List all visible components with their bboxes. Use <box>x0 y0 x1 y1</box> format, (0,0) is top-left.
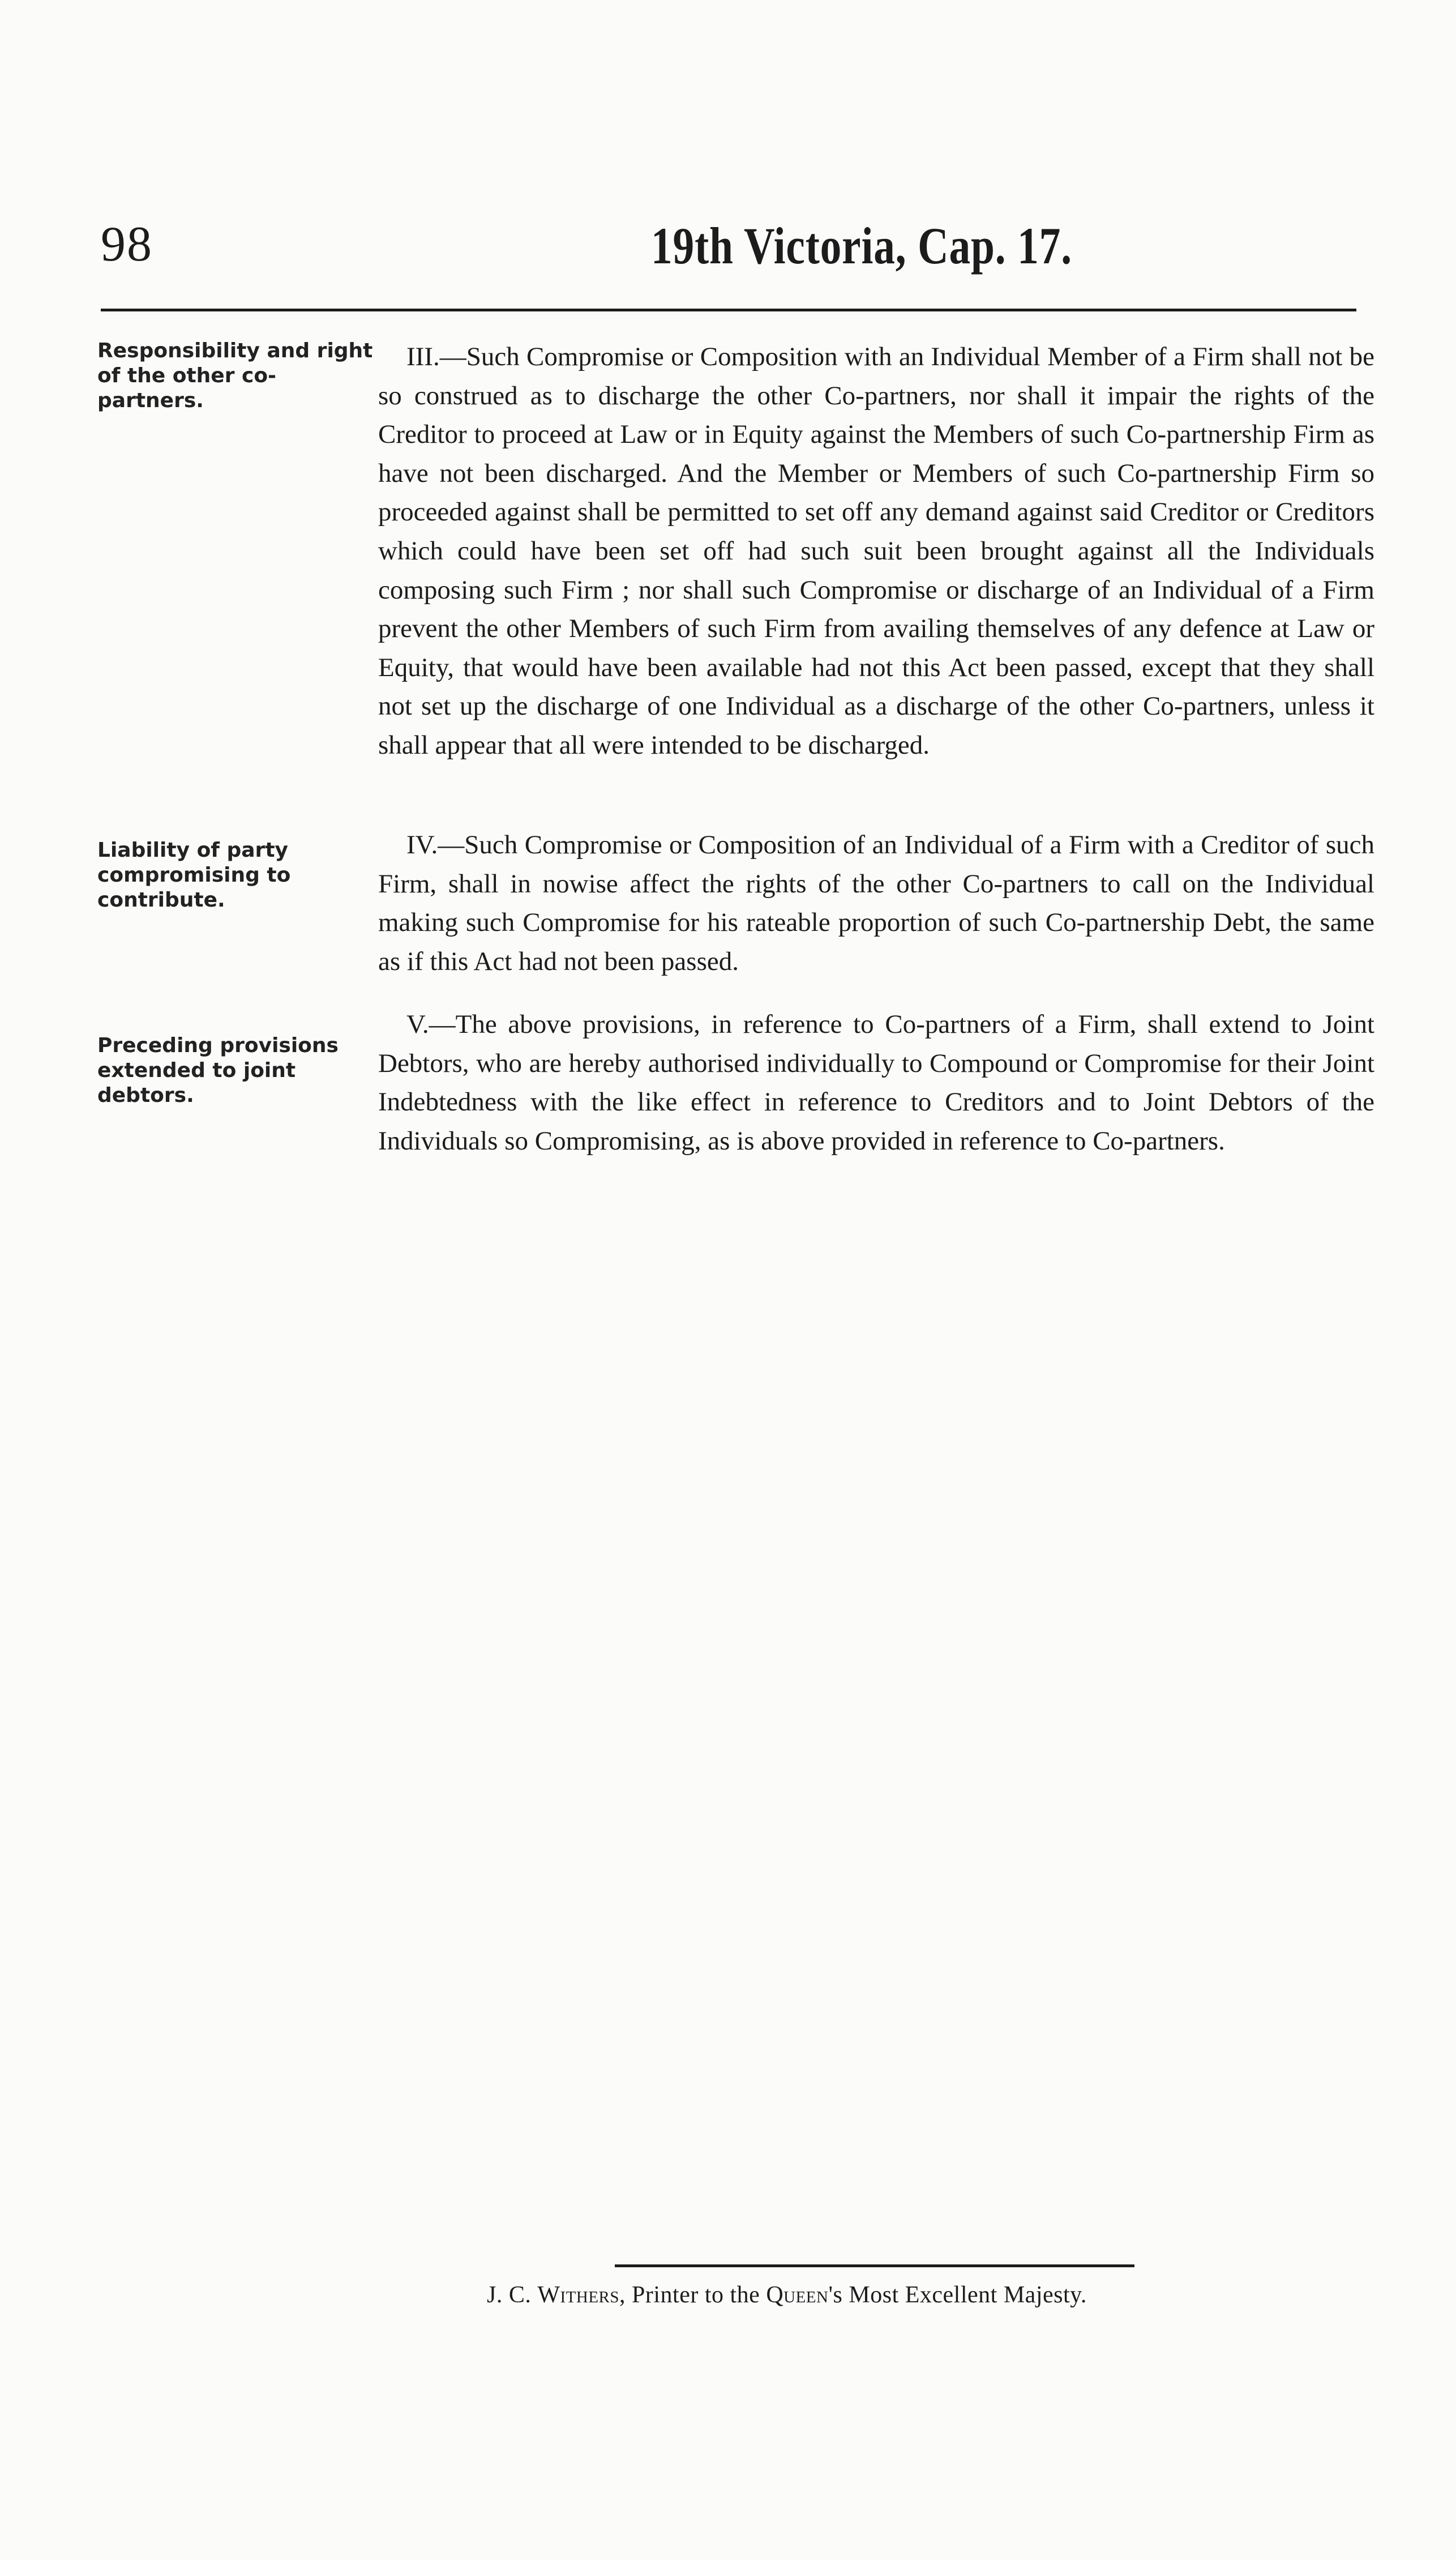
section-text: III.—Such Compromise or Composition with an Individual Member of a Firm shall not be so construed as to discharge the other Co-partners, nor shall it impair the rights of the Creditor to proceed at Law or in Equity against the Members of such Co-partnership Firm as have not been discharged. And the Member or Members of such Co-partnership Firm so proceeded against shall be permitted to set off any demand against said Creditor or Creditors which could have been set off had such suit been brought against all the Individuals composing such Firm ; nor shall such Compromise or discharge of an Individual of a Firm prevent the other Members of such Firm from availing themselves of any defence at Law or Equity, that would have been available had not this Act been passed, except that they shall not set up the discharge of one Individual as a discharge of the other Co-partners, unless it shall appear that all were intended to be discharged. <box>378 342 1374 760</box>
printer-initials: J. C. <box>487 2282 532 2308</box>
header-rule <box>101 309 1356 311</box>
margin-note: Responsibility and right of the other co-partners. <box>97 339 373 412</box>
imprint-mid: , Printer to the <box>619 2282 760 2308</box>
margin-note: Liability of party compromising to contribute. <box>97 839 291 912</box>
imprint-queen: Queen <box>766 2282 829 2308</box>
printer-name: Withers <box>537 2282 620 2308</box>
imprint-tail: 's Most Excellent Majesty. <box>828 2282 1087 2308</box>
section-text: IV.—Such Compromise or Composition of an Individual of a Firm with a Creditor of such Firm, shall in nowise affect the rights of the other Co-partners to call on the Individual making such Compromise for his rateable proportion of such Co-partnership Debt, the same as if this Act had not been passed. <box>378 830 1374 976</box>
page-number: 98 <box>101 217 153 272</box>
margin-note: Preceding provisions extended to joint debtors. <box>97 1034 339 1107</box>
section-text: V.—The above provisions, in reference to Co-partners of a Firm, shall extend to Joint Debtors, who are hereby authorised individually to Compound or Compromise for their Joint Indebtedness with the like effect in reference to Creditors and to Joint Debtors of the Individuals so Compromising, as is above provided in reference to Co-partners. <box>378 1010 1374 1156</box>
footer-rule <box>615 2264 1134 2267</box>
printer-imprint <box>487 2283 1087 2307</box>
running-title: 19th Victoria, Cap. 17. <box>651 217 1072 275</box>
